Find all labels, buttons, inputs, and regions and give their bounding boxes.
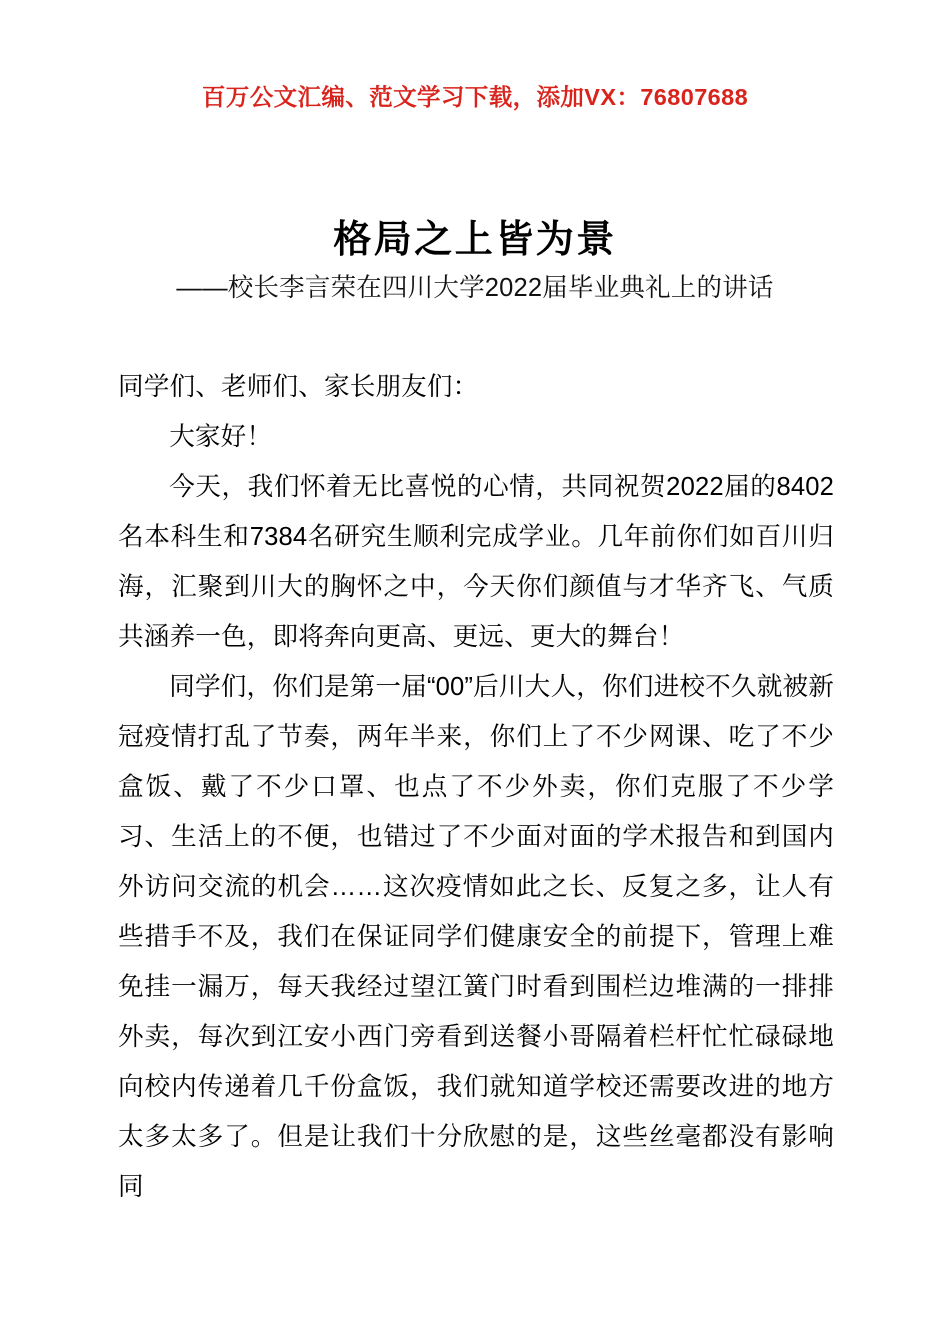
paragraph-greeting: 大家好！	[169, 423, 273, 451]
document-title: 格局之上皆为景	[333, 219, 617, 262]
document-subtitle: ——校长李言荣在四川大学2022届毕业典礼上的讲话	[176, 274, 774, 302]
paragraph-salutation: 同学们、老师们、家长朋友们：	[118, 373, 479, 401]
document-body	[118, 362, 834, 1212]
promo-header-text: 百万公文汇编、范文学习下载，添加VX：76807688	[201, 84, 749, 110]
paragraph-body-1: 今天，我们怀着无比喜悦的心情，共同祝贺2022届的8402名本科生和7384名研究生顺利完成学业。几年前你们如百川归海，汇聚到川大的胸怀之中，今天你们颜值与才华齐飞、气质共涵养一色，即将奔向更高、更远、更大的舞台！	[118, 473, 834, 651]
paragraph-body-2: 同学们，你们是第一届“00”后川大人，你们进校不久就被新冠疫情打乱了节奏，两年半来，你们上了不少网课、吃了不少盒饭、戴了不少口罩、也点了不少外卖，你们克服了不少学习、生活上的不便，也错过了不少面对面的学术报告和到国内外访问交流的机会……这次疫情如此之长、反复之多，让人有些措手不及，我们在保证同学们健康安全的前提下，管理上难免挂一漏万，每天我经过望江簧门时看到围栏边堆满的一排排外卖，每次到江安小西门旁看到送餐小哥隔着栏杆忙忙碌碌地向校内传递着几千份盒饭，我们就知道学校还需要改进的地方太多太多了。但是让我们十分欣慰的是，这些丝毫都没有影响同	[118, 673, 834, 1201]
